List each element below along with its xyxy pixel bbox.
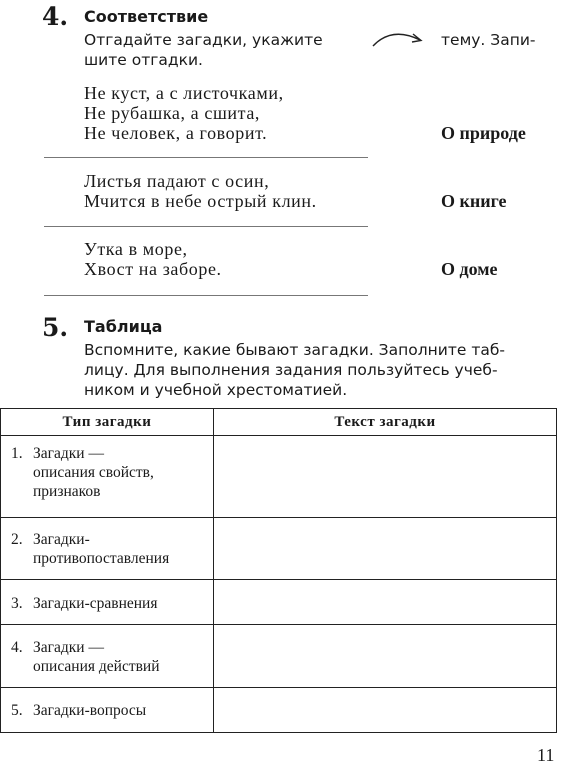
row-number: 1. xyxy=(11,445,23,462)
header-riddle-type: Тип загадки xyxy=(1,409,214,436)
type-line: противопоставления xyxy=(33,550,170,567)
riddle-3 xyxy=(84,239,222,279)
riddle-text-input-cell[interactable] xyxy=(214,436,557,518)
table-row xyxy=(1,625,557,688)
table-row xyxy=(1,518,557,580)
type-line: Загадки-вопросы xyxy=(33,702,147,719)
task4-number: 4. xyxy=(42,2,69,31)
riddle-3-topic: О доме xyxy=(441,259,498,279)
separator-line xyxy=(44,226,368,227)
riddle-types-table xyxy=(0,408,557,733)
riddle-2-topic: О книге xyxy=(441,191,507,211)
riddle-type-cell xyxy=(1,580,214,625)
separator-line xyxy=(44,157,368,158)
type-line: описания свойств, xyxy=(33,464,154,481)
row-number: 4. xyxy=(11,639,23,656)
riddle-1-topic: О природе xyxy=(441,123,526,143)
riddle-text-input-cell[interactable] xyxy=(214,625,557,688)
riddle-line: Не рубашка, а сшита, xyxy=(84,103,261,123)
instruction-line: Вспомните, какие бывают загадки. Заполните таб- xyxy=(84,341,506,359)
riddle-type-cell xyxy=(1,436,214,518)
riddle-type-cell xyxy=(1,688,214,733)
task4-title: Соответствие xyxy=(84,7,209,26)
type-line: Загадки — xyxy=(33,445,104,462)
task5-instruction xyxy=(84,340,505,400)
riddle-line: Мчится в небе острый клин. xyxy=(84,191,317,211)
riddle-text-input-cell[interactable] xyxy=(214,580,557,625)
riddle-type-cell xyxy=(1,518,214,580)
table-row xyxy=(1,580,557,625)
riddle-line: Хвост на заборе. xyxy=(84,259,222,279)
riddle-text-input-cell[interactable] xyxy=(214,518,557,580)
row-number: 2. xyxy=(11,531,23,548)
task4-instruction-line2: шите отгадки. xyxy=(84,51,203,69)
task4-instruction-line1-left: Отгадайте загадки, укажите xyxy=(84,31,323,49)
type-line: Загадки — xyxy=(33,639,104,656)
separator-line xyxy=(44,295,368,296)
table-row xyxy=(1,436,557,518)
row-number: 5. xyxy=(11,702,23,719)
task4-instruction-line1-right: тему. Запи- xyxy=(441,31,536,49)
task5-title: Таблица xyxy=(84,317,163,336)
row-number: 3. xyxy=(11,595,23,612)
riddle-line: Утка в море, xyxy=(84,239,188,259)
table-row xyxy=(1,688,557,733)
type-line: описания действий xyxy=(33,658,160,675)
riddle-line: Не человек, а говорит. xyxy=(84,123,268,143)
riddle-1 xyxy=(84,83,284,143)
instruction-line: ником и учебной хрестоматией. xyxy=(84,381,348,399)
riddle-type-cell xyxy=(1,625,214,688)
table-header-row xyxy=(1,409,557,436)
riddle-line: Листья падают с осин, xyxy=(84,171,270,191)
arrow-icon xyxy=(370,28,430,50)
page-number: 11 xyxy=(537,745,555,765)
header-riddle-text: Текст загадки xyxy=(214,409,557,436)
riddle-line: Не куст, а с листочками, xyxy=(84,83,284,103)
instruction-line: лицу. Для выполнения задания пользуйтесь учеб- xyxy=(84,361,498,379)
type-line: признаков xyxy=(33,483,101,500)
riddle-text-input-cell[interactable] xyxy=(214,688,557,733)
riddle-2 xyxy=(84,171,317,211)
type-line: Загадки-сравнения xyxy=(33,595,158,612)
type-line: Загадки- xyxy=(33,531,90,548)
task5-number: 5. xyxy=(42,313,69,342)
